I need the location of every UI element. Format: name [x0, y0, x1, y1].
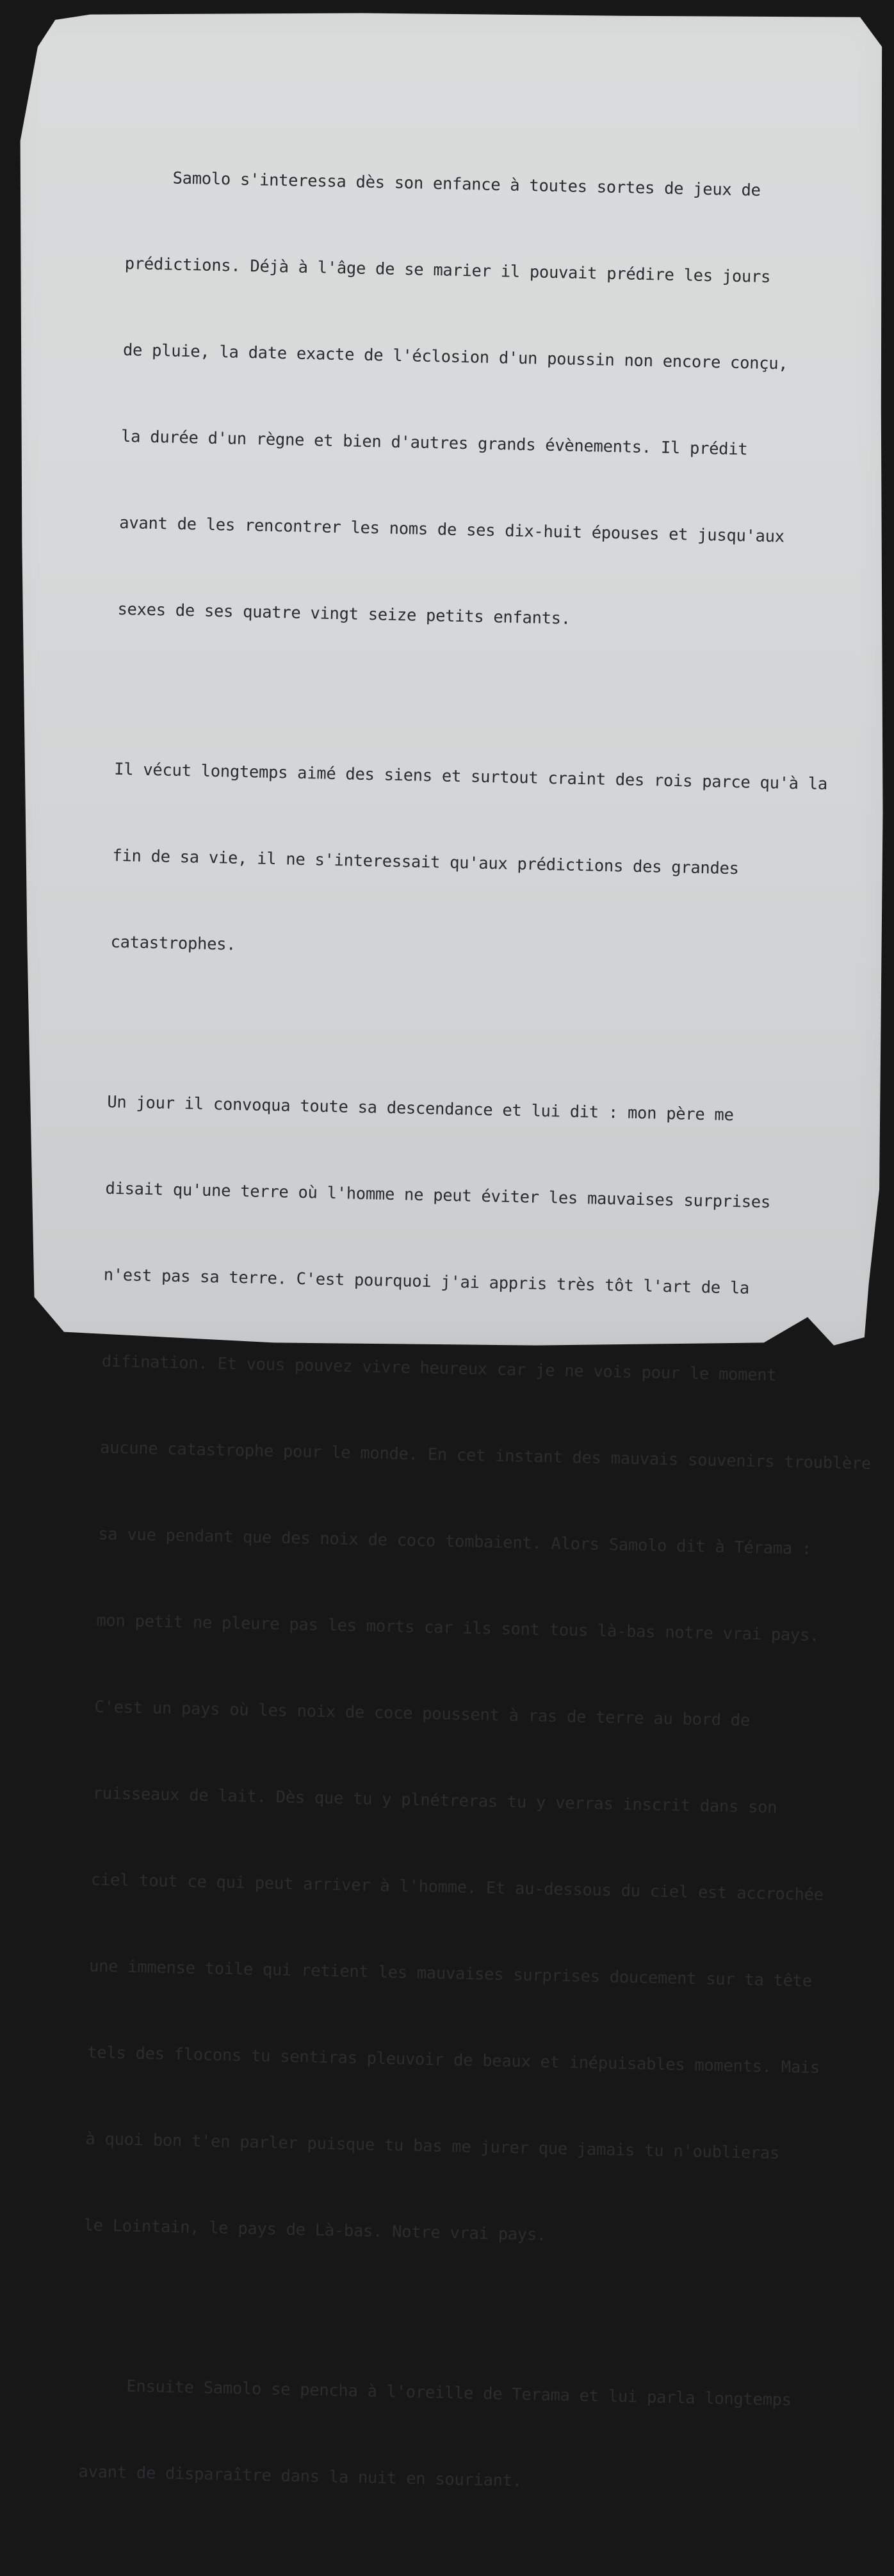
text-line: mon petit ne pleure pas les morts car ils sont tous là-bas notre vrai pays. [96, 1611, 820, 1646]
text-line: catastrophes. [110, 932, 236, 954]
text-line: le Lointain, le pays de Là-bas. Notre vrai pays. [83, 2216, 547, 2245]
text-line: Samolo s'interessa dès son enfance à toutes sortes de jeux de [172, 168, 761, 200]
text-line: aucune catastrophe pour le monde. En cet instant des mauvais souvenirs troublère [99, 1438, 872, 1474]
text-line: de pluie, la date exacte de l'éclosion d'un poussin non encore conçu, [122, 340, 788, 374]
text-line: une immense toile qui retient les mauvaises surprises doucement sur ta tête [88, 1956, 813, 1992]
text-line: sexes de ses quatre vingt seize petits enfants. [117, 599, 571, 629]
text-line: disait qu'une terre où l'homme ne peut éviter les mauvaises surprises [105, 1179, 771, 1212]
typed-text-body [77, 106, 871, 2575]
text-line: difination. Et vous pouvez vivre heureux car je ne vois pour le moment [101, 1351, 777, 1385]
text-line: n'est pas sa terre. C'est pourquoi j'ai appris très tôt l'art de la [103, 1265, 750, 1298]
text-line: ciel tout ce qui peut arriver à l'homme. Et au-dessous du ciel est accrochée [90, 1870, 824, 1905]
text-line: sa vue pendant que des noix de coco tombaient. Alors Samolo dit à Térama : [97, 1524, 812, 1559]
text-line: ruisseaux de lait. Dès que tu y plnétreras tu y verras inscrit dans son [92, 1783, 777, 1817]
text-line: la durée d'un règne et bien d'autres grands évènements. Il prédit [120, 426, 748, 460]
text-line: Il vécut longtemps aimé des siens et surtout craint des rois parce qu'à la [113, 759, 828, 794]
text-line: avant de les rencontrer les noms de ses dix-huit épouses et jusqu'aux [119, 513, 785, 547]
text-line: avant de disparaître dans la nuit en souriant. [78, 2462, 523, 2491]
paragraph-1 [116, 106, 871, 697]
text-line: à quoi bon t'en parler puisque tu bas me jurer que jamais tu n'oublieras [85, 2129, 780, 2163]
text-line: tels des flocons tu sentiras pleuvoir de beaux et inépuisables moments. Mais [86, 2043, 820, 2078]
text-line: fin de sa vie, il ne s'interessait qu'aux prédictions des grandes [112, 846, 739, 879]
text-line: Un jour il convoqua toute sa descendance et lui dit : mon père me [107, 1092, 734, 1125]
text-line: prédictions. Déjà à l'âge de se marier il pouvait prédire les jours [124, 254, 771, 287]
text-line: C'est un pays où les noix de coce poussent à ras de terre au bord de [94, 1697, 751, 1730]
paragraph-3 [82, 1031, 872, 2314]
paragraph-2 [109, 698, 858, 1030]
text-line: Ensuite Samolo se pencha à l'oreille de Terama et lui parla longtemps [126, 2376, 792, 2410]
paragraph-4 [77, 2314, 824, 2559]
